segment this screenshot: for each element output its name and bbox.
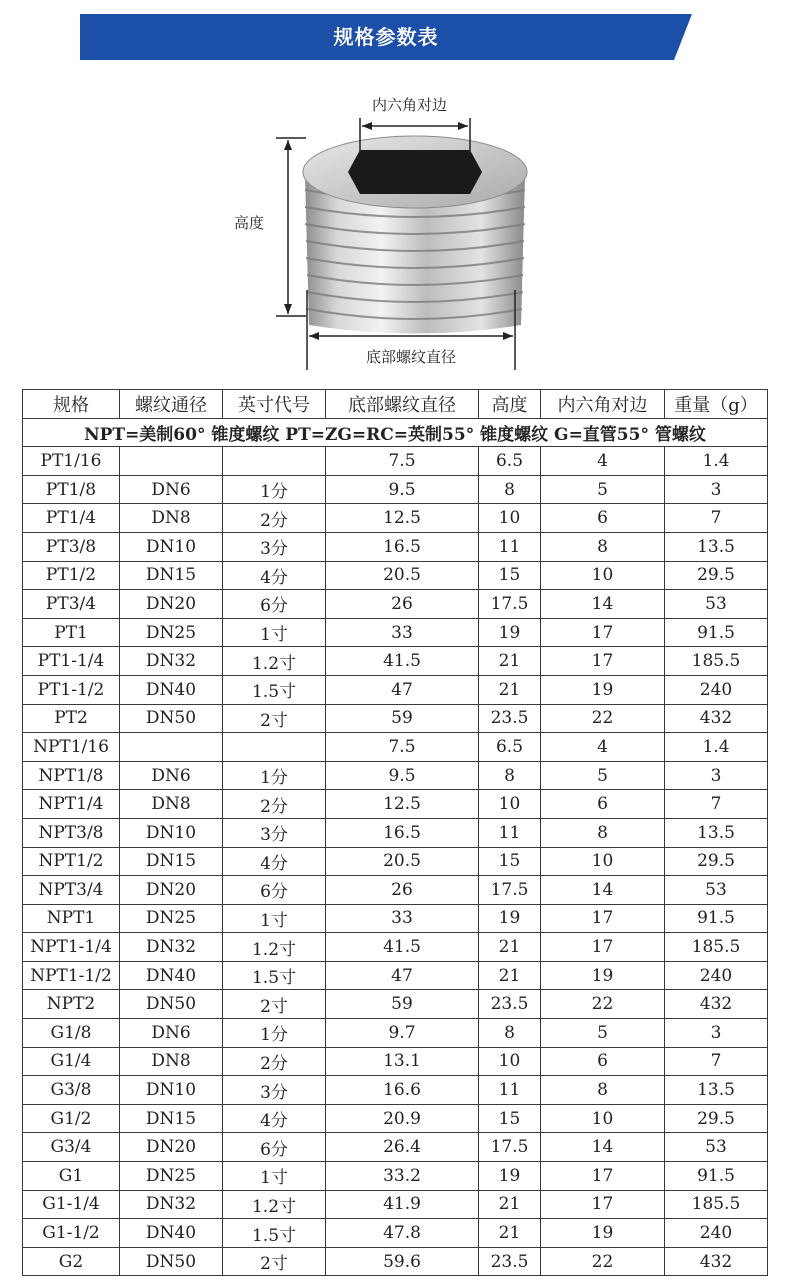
cell-spec: PT3/4 (23, 590, 120, 619)
cell-bore: DN6 (120, 761, 223, 790)
base-thread-label: 底部螺纹直径 (366, 348, 457, 366)
table-row (23, 647, 768, 676)
cell-height: 15 (479, 1104, 541, 1133)
cell-hex-flats: 17 (541, 618, 665, 647)
table-row (23, 1019, 768, 1048)
cell-height: 15 (479, 847, 541, 876)
cell-weight: 3 (665, 761, 768, 790)
table-row (23, 1219, 768, 1248)
cell-spec: PT1 (23, 618, 120, 647)
cell-weight: 185.5 (665, 647, 768, 676)
cell-bore: DN15 (120, 847, 223, 876)
cell-bore: DN25 (120, 618, 223, 647)
cell-bore: DN10 (120, 818, 223, 847)
cell-weight: 7 (665, 1047, 768, 1076)
table-row (23, 761, 768, 790)
cell-inch-code: 4分 (223, 1104, 326, 1133)
header-base-diameter: 底部螺纹直径 (326, 390, 479, 419)
cell-hex-flats: 5 (541, 1019, 665, 1048)
cell-base-diameter: 13.1 (326, 1047, 479, 1076)
cell-spec: G3/8 (23, 1076, 120, 1105)
table-row (23, 1190, 768, 1219)
cell-spec: G1/2 (23, 1104, 120, 1133)
product-figure (0, 80, 790, 380)
cell-spec: PT1/2 (23, 561, 120, 590)
cell-weight: 1.4 (665, 733, 768, 762)
table-row (23, 447, 768, 476)
cell-hex-flats: 19 (541, 1219, 665, 1248)
cell-hex-flats: 8 (541, 818, 665, 847)
cell-hex-flats: 10 (541, 1104, 665, 1133)
cell-height: 21 (479, 933, 541, 962)
cell-base-diameter: 7.5 (326, 447, 479, 476)
table-row (23, 675, 768, 704)
thread-standard-note: NPT=美制60° 锥度螺纹 PT=ZG=RC=英制55° 锥度螺纹 G=直管55° 管螺纹 (23, 418, 768, 447)
hex-plug-illustration (0, 80, 790, 380)
cell-spec: PT1-1/4 (23, 647, 120, 676)
cell-inch-code: 2寸 (223, 1247, 326, 1276)
table-row (23, 961, 768, 990)
cell-bore: DN20 (120, 876, 223, 905)
cell-inch-code (223, 447, 326, 476)
cell-hex-flats: 6 (541, 790, 665, 819)
cell-base-diameter: 12.5 (326, 504, 479, 533)
cell-height: 19 (479, 904, 541, 933)
cell-hex-flats: 17 (541, 647, 665, 676)
cell-hex-flats: 14 (541, 1133, 665, 1162)
spec-table (22, 389, 768, 1276)
cell-hex-flats: 14 (541, 876, 665, 905)
table-row (23, 933, 768, 962)
cell-base-diameter: 41.9 (326, 1190, 479, 1219)
cell-weight: 91.5 (665, 1162, 768, 1191)
cell-inch-code: 1.2寸 (223, 1190, 326, 1219)
cell-height: 15 (479, 561, 541, 590)
cell-bore: DN15 (120, 561, 223, 590)
cell-weight: 7 (665, 504, 768, 533)
table-row (23, 1247, 768, 1276)
cell-spec: NPT1/2 (23, 847, 120, 876)
cell-height: 10 (479, 1047, 541, 1076)
table-header-row (23, 390, 768, 419)
hex-flats-label: 内六角对边 (372, 96, 448, 114)
table-row (23, 1076, 768, 1105)
cell-bore: DN6 (120, 475, 223, 504)
cell-weight: 91.5 (665, 618, 768, 647)
cell-inch-code: 1.2寸 (223, 647, 326, 676)
cell-inch-code: 1寸 (223, 618, 326, 647)
cell-bore: DN20 (120, 1133, 223, 1162)
cell-bore: DN50 (120, 704, 223, 733)
cell-bore (120, 733, 223, 762)
cell-base-diameter: 41.5 (326, 933, 479, 962)
cell-inch-code: 1寸 (223, 904, 326, 933)
cell-weight: 1.4 (665, 447, 768, 476)
cell-spec: NPT1-1/2 (23, 961, 120, 990)
cell-bore: DN8 (120, 504, 223, 533)
cell-bore: DN32 (120, 1190, 223, 1219)
cell-height: 21 (479, 647, 541, 676)
cell-bore: DN32 (120, 933, 223, 962)
cell-height: 19 (479, 1162, 541, 1191)
cell-height: 19 (479, 618, 541, 647)
cell-inch-code: 1.5寸 (223, 1219, 326, 1248)
cell-inch-code: 2分 (223, 1047, 326, 1076)
cell-spec: PT1/4 (23, 504, 120, 533)
cell-weight: 53 (665, 1133, 768, 1162)
cell-weight: 29.5 (665, 1104, 768, 1133)
cell-height: 23.5 (479, 1247, 541, 1276)
cell-hex-flats: 6 (541, 504, 665, 533)
cell-weight: 29.5 (665, 561, 768, 590)
cell-height: 21 (479, 1219, 541, 1248)
cell-inch-code: 1分 (223, 761, 326, 790)
cell-bore: DN15 (120, 1104, 223, 1133)
table-row (23, 876, 768, 905)
cell-bore: DN40 (120, 675, 223, 704)
cell-height: 21 (479, 961, 541, 990)
cell-bore: DN32 (120, 647, 223, 676)
cell-bore: DN50 (120, 990, 223, 1019)
cell-inch-code: 2分 (223, 504, 326, 533)
cell-hex-flats: 19 (541, 675, 665, 704)
cell-base-diameter: 20.5 (326, 847, 479, 876)
cell-spec: G1/8 (23, 1019, 120, 1048)
cell-inch-code (223, 733, 326, 762)
cell-base-diameter: 16.5 (326, 532, 479, 561)
cell-inch-code: 1.5寸 (223, 675, 326, 704)
cell-inch-code: 1寸 (223, 1162, 326, 1191)
cell-weight: 91.5 (665, 904, 768, 933)
cell-hex-flats: 22 (541, 990, 665, 1019)
cell-inch-code: 2寸 (223, 990, 326, 1019)
cell-hex-flats: 22 (541, 1247, 665, 1276)
header-weight: 重量（g） (665, 390, 768, 419)
cell-hex-flats: 10 (541, 561, 665, 590)
cell-base-diameter: 16.6 (326, 1076, 479, 1105)
cell-weight: 240 (665, 1219, 768, 1248)
cell-inch-code: 1分 (223, 475, 326, 504)
table-row (23, 618, 768, 647)
cell-spec: G2 (23, 1247, 120, 1276)
table-row (23, 561, 768, 590)
table-row (23, 532, 768, 561)
cell-bore: DN40 (120, 961, 223, 990)
cell-base-diameter: 26 (326, 876, 479, 905)
cell-base-diameter: 41.5 (326, 647, 479, 676)
cell-weight: 432 (665, 990, 768, 1019)
header-height: 高度 (479, 390, 541, 419)
cell-base-diameter: 33.2 (326, 1162, 479, 1191)
cell-height: 11 (479, 818, 541, 847)
cell-height: 11 (479, 532, 541, 561)
cell-spec: PT1/8 (23, 475, 120, 504)
cell-inch-code: 2寸 (223, 704, 326, 733)
cell-spec: NPT1/4 (23, 790, 120, 819)
cell-hex-flats: 17 (541, 1162, 665, 1191)
cell-weight: 240 (665, 675, 768, 704)
cell-hex-flats: 17 (541, 904, 665, 933)
cell-weight: 432 (665, 704, 768, 733)
cell-weight: 13.5 (665, 532, 768, 561)
cell-spec: PT1/16 (23, 447, 120, 476)
cell-bore: DN25 (120, 904, 223, 933)
cell-base-diameter: 26.4 (326, 1133, 479, 1162)
cell-weight: 432 (665, 1247, 768, 1276)
cell-spec: NPT3/8 (23, 818, 120, 847)
cell-weight: 185.5 (665, 1190, 768, 1219)
note-row (23, 418, 768, 447)
cell-base-diameter: 33 (326, 904, 479, 933)
cell-inch-code: 1.5寸 (223, 961, 326, 990)
cell-height: 6.5 (479, 447, 541, 476)
cell-spec: G1 (23, 1162, 120, 1191)
cell-height: 17.5 (479, 1133, 541, 1162)
cell-inch-code: 4分 (223, 561, 326, 590)
cell-bore: DN25 (120, 1162, 223, 1191)
cell-height: 23.5 (479, 704, 541, 733)
cell-base-diameter: 59 (326, 990, 479, 1019)
cell-bore: DN20 (120, 590, 223, 619)
cell-height: 8 (479, 1019, 541, 1048)
cell-weight: 7 (665, 790, 768, 819)
table-row (23, 704, 768, 733)
cell-height: 17.5 (479, 590, 541, 619)
height-label: 高度 (234, 214, 265, 232)
cell-weight: 3 (665, 1019, 768, 1048)
table-row (23, 475, 768, 504)
cell-height: 11 (479, 1076, 541, 1105)
cell-weight: 13.5 (665, 1076, 768, 1105)
cell-hex-flats: 17 (541, 1190, 665, 1219)
header-hex-flats: 内六角对边 (541, 390, 665, 419)
cell-spec: NPT3/4 (23, 876, 120, 905)
table-row (23, 504, 768, 533)
header-spec: 规格 (23, 390, 120, 419)
cell-hex-flats: 5 (541, 761, 665, 790)
cell-weight: 53 (665, 590, 768, 619)
cell-hex-flats: 8 (541, 532, 665, 561)
cell-inch-code: 6分 (223, 590, 326, 619)
cell-weight: 29.5 (665, 847, 768, 876)
banner-title: 规格参数表 (333, 25, 439, 49)
cell-base-diameter: 9.5 (326, 475, 479, 504)
cell-height: 8 (479, 475, 541, 504)
table-row (23, 1162, 768, 1191)
cell-inch-code: 6分 (223, 876, 326, 905)
cell-hex-flats: 4 (541, 447, 665, 476)
cell-spec: PT1-1/2 (23, 675, 120, 704)
cell-base-diameter: 59 (326, 704, 479, 733)
cell-bore: DN6 (120, 1019, 223, 1048)
cell-inch-code: 1.2寸 (223, 933, 326, 962)
cell-base-diameter: 26 (326, 590, 479, 619)
cell-inch-code: 2分 (223, 790, 326, 819)
table-row (23, 847, 768, 876)
table-row (23, 733, 768, 762)
cell-base-diameter: 47 (326, 675, 479, 704)
cell-base-diameter: 7.5 (326, 733, 479, 762)
cell-spec: NPT1/8 (23, 761, 120, 790)
cell-height: 21 (479, 675, 541, 704)
table-row (23, 1104, 768, 1133)
cell-inch-code: 4分 (223, 847, 326, 876)
cell-spec: NPT1-1/4 (23, 933, 120, 962)
cell-weight: 240 (665, 961, 768, 990)
cell-base-diameter: 20.5 (326, 561, 479, 590)
cell-base-diameter: 12.5 (326, 790, 479, 819)
cell-hex-flats: 22 (541, 704, 665, 733)
cell-spec: G1-1/4 (23, 1190, 120, 1219)
table-row (23, 1133, 768, 1162)
cell-height: 10 (479, 504, 541, 533)
table-row (23, 818, 768, 847)
cell-hex-flats: 5 (541, 475, 665, 504)
cell-base-diameter: 9.5 (326, 761, 479, 790)
cell-bore (120, 447, 223, 476)
cell-bore: DN10 (120, 532, 223, 561)
cell-base-diameter: 33 (326, 618, 479, 647)
cell-base-diameter: 9.7 (326, 1019, 479, 1048)
cell-bore: DN40 (120, 1219, 223, 1248)
cell-weight: 53 (665, 876, 768, 905)
cell-inch-code: 3分 (223, 1076, 326, 1105)
cell-spec: PT2 (23, 704, 120, 733)
cell-base-diameter: 20.9 (326, 1104, 479, 1133)
cell-inch-code: 3分 (223, 532, 326, 561)
cell-hex-flats: 19 (541, 961, 665, 990)
table-row (23, 1047, 768, 1076)
cell-hex-flats: 10 (541, 847, 665, 876)
cell-height: 17.5 (479, 876, 541, 905)
cell-spec: PT3/8 (23, 532, 120, 561)
cell-spec: G3/4 (23, 1133, 120, 1162)
cell-weight: 185.5 (665, 933, 768, 962)
cell-height: 10 (479, 790, 541, 819)
cell-hex-flats: 6 (541, 1047, 665, 1076)
header-inch-code: 英寸代号 (223, 390, 326, 419)
cell-spec: NPT2 (23, 990, 120, 1019)
cell-spec: NPT1/16 (23, 733, 120, 762)
table-row (23, 590, 768, 619)
cell-base-diameter: 47.8 (326, 1219, 479, 1248)
header-bore: 螺纹通径 (120, 390, 223, 419)
cell-height: 6.5 (479, 733, 541, 762)
cell-inch-code: 3分 (223, 818, 326, 847)
cell-weight: 13.5 (665, 818, 768, 847)
cell-base-diameter: 16.5 (326, 818, 479, 847)
cell-bore: DN8 (120, 790, 223, 819)
table-row (23, 990, 768, 1019)
cell-weight: 3 (665, 475, 768, 504)
cell-spec: G1/4 (23, 1047, 120, 1076)
cell-bore: DN8 (120, 1047, 223, 1076)
cell-hex-flats: 17 (541, 933, 665, 962)
table-row (23, 790, 768, 819)
cell-inch-code: 6分 (223, 1133, 326, 1162)
table-row (23, 904, 768, 933)
cell-base-diameter: 59.6 (326, 1247, 479, 1276)
cell-inch-code: 1分 (223, 1019, 326, 1048)
cell-spec: NPT1 (23, 904, 120, 933)
cell-hex-flats: 14 (541, 590, 665, 619)
cell-bore: DN10 (120, 1076, 223, 1105)
cell-base-diameter: 47 (326, 961, 479, 990)
cell-hex-flats: 4 (541, 733, 665, 762)
cell-spec: G1-1/2 (23, 1219, 120, 1248)
cell-height: 8 (479, 761, 541, 790)
cell-height: 23.5 (479, 990, 541, 1019)
cell-bore: DN50 (120, 1247, 223, 1276)
cell-height: 21 (479, 1190, 541, 1219)
cell-hex-flats: 8 (541, 1076, 665, 1105)
